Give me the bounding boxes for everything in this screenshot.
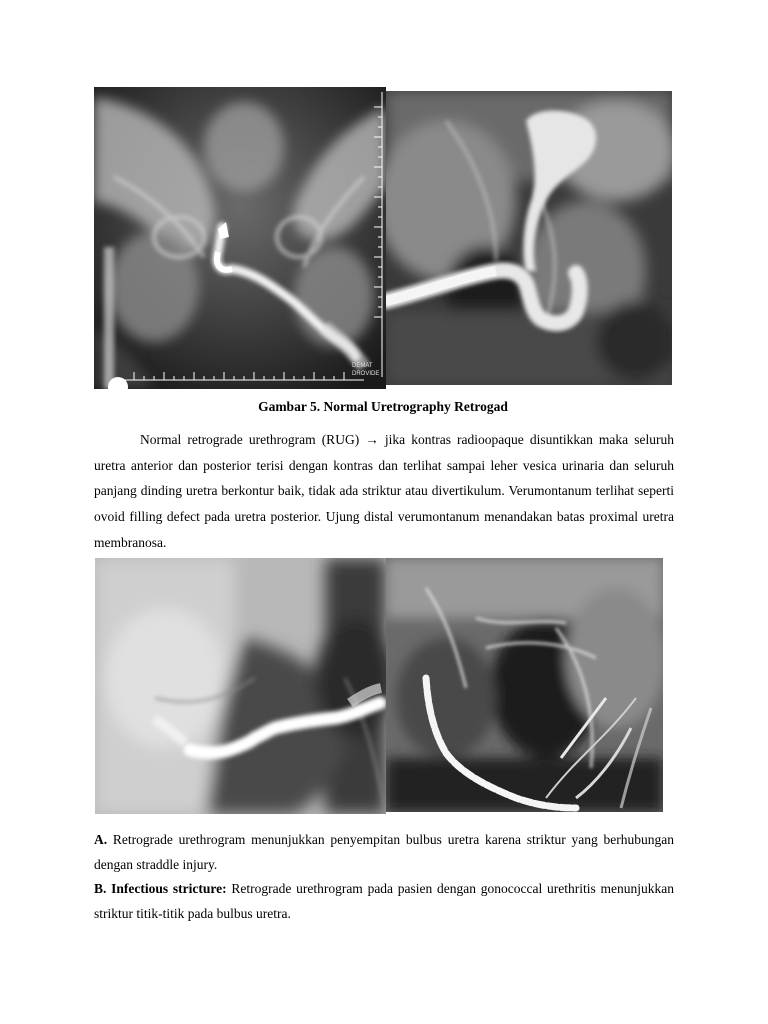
xray-image-normal-rug-oblique [386, 91, 672, 385]
paragraph-text-before-arrow: Normal retrograde urethrogram (RUG) [140, 432, 366, 447]
note-a [94, 828, 674, 877]
note-a-text: Retrograde urethrogram menunjukkan penyempitan bulbus uretra karena striktur yang berhubungan dengan straddle injury. [94, 832, 674, 872]
scale-label-1: DEMAT [352, 363, 373, 369]
note-b [94, 877, 674, 926]
figure-caption: Gambar 5. Normal Uretrography Retrogad [258, 399, 508, 414]
xray-image-infectious-stricture [386, 558, 663, 812]
note-a-label: A. [94, 832, 108, 847]
paragraph-text-after-arrow: jika kontras radioopaque disuntikkan maka seluruh uretra anterior dan posterior terisi dengan kontras dan terlihat sampai leher vesica urinaria dan seluruh panjang dinding uretra berkontur baik, tidak ada striktur atau divertikulum. Verumontanum terlihat seperti ovoid filling defect pada uretra posterior. Ujung distal verumontanum menandakan batas proximal uretra membranosa. [94, 432, 674, 550]
arrow-icon: → [365, 432, 379, 447]
xray-image-normal-rug-pelvis [94, 87, 386, 389]
body-paragraph [94, 427, 674, 556]
note-b-text: Retrograde urethrogram pada pasien dengan gonococcal urethritis menunjukkan striktur titik-titik pada bulbus uretra. [94, 881, 674, 921]
note-b-label: B. Infectious stricture: [94, 881, 227, 896]
figure-notes [94, 828, 674, 926]
scale-label-2: DROVIDE [352, 371, 380, 377]
xray-image-straddle-stricture [95, 558, 386, 814]
